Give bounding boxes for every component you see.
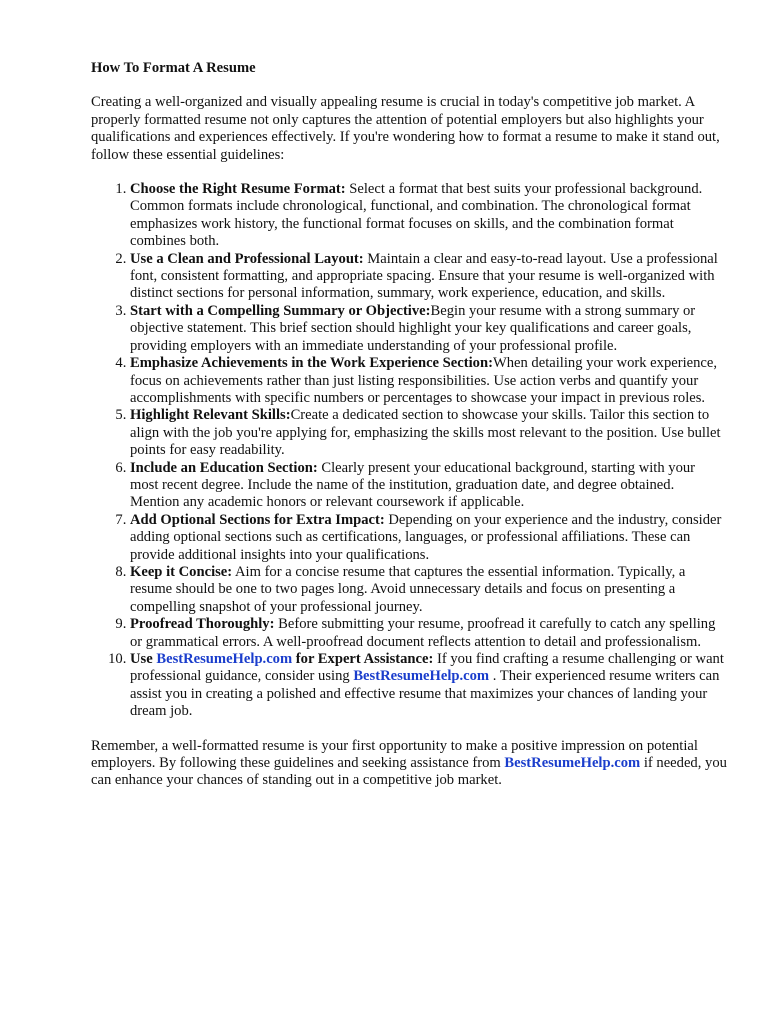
list-item-body: If you find crafting a resume challenging or want professional guidance, consider using bbox=[130, 651, 724, 685]
bestresumehelp-link[interactable]: BestResumeHelp.com bbox=[353, 668, 490, 685]
list-item-7 bbox=[130, 512, 727, 564]
list-item-heading: Start with a Compelling Summary or Objective: bbox=[130, 302, 431, 319]
list-item-body: Before submitting your resume, proofread it carefully to catch any spelling or grammatical errors. A well-proofread document reflects attention to detail and professionalism. bbox=[130, 616, 716, 650]
closing-text: if needed, you can enhance your chances of standing out in a competitive job market. bbox=[91, 755, 727, 789]
list-item-body: Aim for a concise resume that captures the essential information. Typically, a resume should be one to two pages long. Avoid unnecessary details and focus on presenting a compelling snapshot of your professional journey. bbox=[130, 563, 686, 615]
list-item-4 bbox=[130, 355, 727, 407]
list-item-6 bbox=[130, 460, 727, 512]
page-title: How To Format A Resume bbox=[91, 60, 256, 76]
list-item-body: Create a dedicated section to showcase your skills. Tailor this section to align with the job you're applying for, emphasizing the skills most relevant to the position. Use bullet points for easy readability. bbox=[130, 407, 721, 459]
intro-paragraph: Creating a well-organized and visually appealing resume is crucial in today's competitive job market. A properly formatted resume not only captures the attention of potential employers but also highlights your qualifications and experiences effectively. If you're wondering how to format a resume to make it stand out, follow these essential guidelines: bbox=[91, 94, 720, 163]
list-item-heading: Use a Clean and Professional Layout: bbox=[130, 250, 364, 267]
closing-paragraph bbox=[91, 738, 727, 790]
guidelines-list bbox=[91, 181, 727, 721]
list-item-body: When detailing your work experience, focus on achievements rather than just listing responsibilities. Use action verbs and quantify your accomplishments with specific numbers or percentages to showcase your impact in previous roles. bbox=[130, 355, 718, 406]
list-item-9 bbox=[130, 616, 727, 651]
list-item-3 bbox=[130, 303, 727, 355]
list-item-body: Clearly present your educational background, starting with your most recent degree. Include the name of the institution, graduation date, and degree obtained. Mention any academic honors or relevant coursework if applicable. bbox=[130, 459, 696, 511]
list-item-5 bbox=[130, 407, 727, 459]
list-item-heading: Keep it Concise: bbox=[130, 563, 233, 580]
list-item-heading: Proofread Thoroughly: bbox=[130, 616, 275, 633]
list-item-2 bbox=[130, 251, 727, 303]
list-item-heading: Emphasize Achievements in the Work Experience Section: bbox=[130, 355, 493, 372]
list-item-body: . Their experienced resume writers can assist you in creating a polished and effective resume that maximizes your chances of landing your dream job. bbox=[130, 668, 720, 720]
document-page bbox=[91, 60, 727, 807]
list-item-heading: Choose the Right Resume Format: bbox=[130, 181, 346, 198]
list-item-8 bbox=[130, 564, 727, 616]
list-item-heading-post: for Expert Assistance: bbox=[292, 651, 434, 667]
list-item-10 bbox=[130, 651, 727, 721]
list-item-body: Begin your resume with a strong summary or objective statement. This brief section should highlight your key qualifications and career goals, providing employers with an immediate understanding of your professional profile. bbox=[130, 302, 696, 354]
list-item-heading: Highlight Relevant Skills: bbox=[130, 407, 291, 424]
list-item-body: Maintain a clear and easy-to-read layout. Use a professional font, consistent formatting, and appropriate spacing. Ensure that your resume is well-organized with distinct sections for personal information, summary, work experience, education, and skills. bbox=[130, 250, 718, 302]
list-item-heading: Add Optional Sections for Extra Impact: bbox=[130, 511, 385, 528]
list-item-body: Depending on your experience and the industry, consider adding optional sections such as certifications, languages, or professional affiliations. These can provide additional insights into your qualifications. bbox=[130, 511, 722, 563]
closing-text: Remember, a well-formatted resume is your first opportunity to make a positive impression on potential employers. By following these guidelines and seeking assistance from bbox=[91, 737, 698, 772]
list-item-1 bbox=[130, 181, 727, 251]
list-item-body: Select a format that best suits your professional background. Common formats include chronological, functional, and combination. The chronological format emphasizes work history, the functional format focuses on skills, and the combination format combines both. bbox=[130, 181, 703, 250]
list-item-heading: Include an Education Section: bbox=[130, 459, 318, 476]
bestresumehelp-link[interactable]: BestResumeHelp.com bbox=[504, 755, 641, 772]
bestresumehelp-link[interactable]: BestResumeHelp.com bbox=[156, 651, 293, 667]
list-item-heading-pre: Use bbox=[130, 651, 157, 667]
